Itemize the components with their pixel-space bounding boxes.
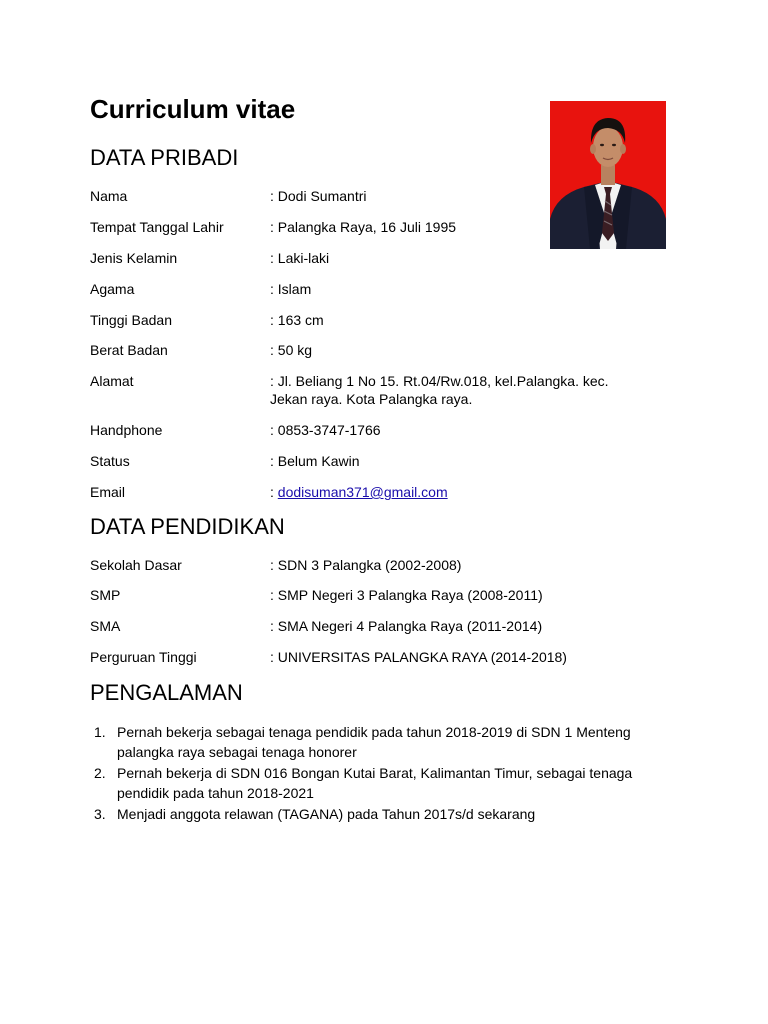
field-label: SMA (90, 618, 121, 634)
section-heading-experience: PENGALAMAN (90, 680, 243, 705)
field-value: : Dodi Sumantri (270, 188, 367, 204)
list-item (90, 722, 690, 762)
field-value (270, 372, 660, 408)
list-number: 3. (94, 806, 106, 822)
field-label: Email (90, 484, 126, 500)
item-line-1: Menjadi anggota relawan (TAGANA) pada Tahun 2017s/d sekarang (117, 806, 536, 822)
field-label: Jenis Kelamin (90, 250, 178, 266)
field-label: Sekolah Dasar (90, 557, 182, 573)
field-label: Alamat (90, 373, 134, 389)
email-link[interactable]: dodisuman371@gmail.com (277, 484, 448, 500)
section-heading-education: DATA PENDIDIKAN (90, 514, 285, 539)
list-number: 1. (94, 724, 106, 740)
field-label: Perguruan Tinggi (90, 649, 197, 665)
section-heading-personal: DATA PRIBADI (90, 145, 239, 170)
field-label: Tempat Tanggal Lahir (90, 219, 224, 235)
item-line-1: Pernah bekerja sebagai tenaga pendidik pada tahun 2018-2019 di SDN 1 Menteng (117, 724, 631, 740)
field-value: : Palangka Raya, 16 Juli 1995 (270, 219, 457, 235)
field-value: : SMA Negeri 4 Palangka Raya (2011-2014) (270, 618, 543, 634)
field-value: : SDN 3 Palangka (2002-2008) (270, 557, 462, 573)
item-line-1: Pernah bekerja di SDN 016 Bongan Kutai Barat, Kalimantan Timur, sebagai tenaga (117, 765, 633, 781)
field-value (270, 483, 660, 501)
list-item (90, 804, 690, 824)
address-line-2: Jekan raya. Kota Palangka raya. (270, 391, 473, 407)
item-line-2: pendidik pada tahun 2018-2021 (117, 785, 314, 801)
field-value: : Islam (270, 281, 312, 297)
field-value: : Belum Kawin (270, 453, 360, 469)
item-line-2: palangka raya sebagai tenaga honorer (117, 744, 357, 760)
field-value: : 50 kg (270, 342, 313, 358)
cv-title: Curriculum vitae (90, 94, 296, 124)
email-prefix: : (270, 484, 278, 500)
address-line-1: : Jl. Beliang 1 No 15. Rt.04/Rw.018, kel.Palangka. kec. (270, 373, 609, 389)
field-label: Berat Badan (90, 342, 168, 358)
list-item (90, 763, 690, 803)
experience-list (90, 722, 690, 825)
field-label: Tinggi Badan (90, 312, 172, 328)
field-value: : 163 cm (270, 312, 324, 328)
field-label: Nama (90, 188, 128, 204)
field-value: : Laki-laki (270, 250, 330, 266)
field-value: : UNIVERSITAS PALANGKA RAYA (2014-2018) (270, 649, 567, 665)
field-label: Handphone (90, 422, 163, 438)
field-value: : SMP Negeri 3 Palangka Raya (2008-2011) (270, 587, 543, 603)
field-label: Status (90, 453, 130, 469)
field-label: Agama (90, 281, 135, 297)
list-number: 2. (94, 765, 106, 781)
field-label: SMP (90, 587, 121, 603)
field-value: : 0853-3747-1766 (270, 422, 381, 438)
